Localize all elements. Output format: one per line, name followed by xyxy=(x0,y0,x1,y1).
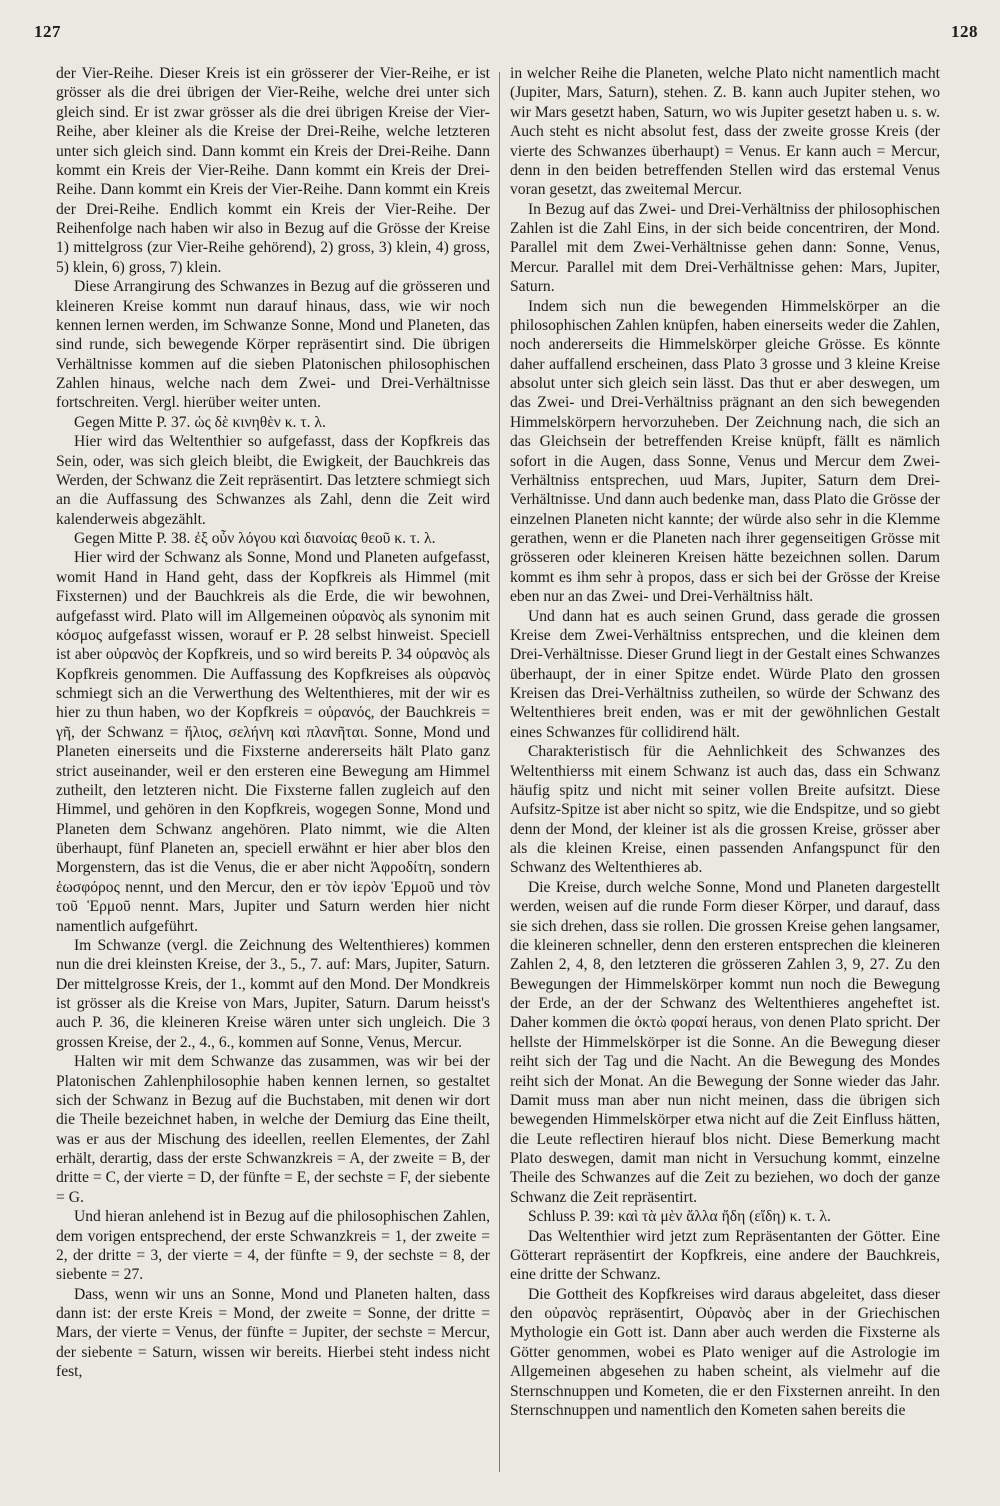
paragraph: Schluss P. 39: καὶ τὰ μὲν ἄλλα ἤδη (εἴδη) κ. τ. λ. xyxy=(527,1208,831,1226)
paragraph: Die Kreise, durch welche Sonne, Mond und Planeten dargestellt werden, weisen auf die runde Form dieser Körper, und darauf, dass sie sich drehen, dass sie rollen. Die grossen Kreise gehen langsamer, die kleineren schneller, denn den ersteren entsprechen die kleineren Zahlen 2, 4, 8, den letzteren die grösseren Zahlen 3, 9, 27. Zu den Bewegungen der Himmelskörper kommt nun noch die Bewegung der Erde, an der der Schwanz des Weltenthieres angeheftet ist. Daher kommen die ὀκτὼ φοραί heraus, von denen Plato spricht. Der hellste der Himmelskörper ist die Sonne. An die Bewegung dieser reiht sich der Tag und die Nacht. An die Bewegung des Mondes reiht sich der Monat. An die Bewegung der Sonne wieder das Jahr. Damit muss man aber nun nicht meinen, dass die übrigen sich bewegenden Himmelskörper etwa nicht auf die Zeit Einfluss hätten, die Leute reflectiren hierauf blos nicht. Diese Bemerkung macht Plato deswegen, damit man nicht in Versuchung kommt, einzelne Theile des Schwanzes auf die Zeit zu beziehen, wo doch der ganze Schwanz die Zeit repräsentirt. xyxy=(510,878,940,1206)
paragraph: Im Schwanze (vergl. die Zeichnung des Weltenthieres) kommen nun die drei kleinsten Kreise, der 3., 5., 7. auf: Mars, Jupiter, Saturn. Der mittelgrosse Kreis, der 1., kommt auf den Mond. Der Mondkreis ist grösser als die Kreise von Mars, Jupiter, Saturn. Darum heisst's auch P. 36, die kleineren Kreise wären unter sich ungleich. Die 3 grossen Kreise, der 2., 4., 6., kommen auf Sonne, Venus, Mercur. xyxy=(56,936,490,1051)
paragraph: in welcher Reihe die Planeten, welche Plato nicht namentlich macht (Jupiter, Mars, Saturn), stehen. Z. B. kann auch Jupiter stehen, wo wir Mars gesetzt haben, Saturn, wo wis Jupiter gesetzt haben u. s. w. Auch steht es nicht absolut fest, dass der zweite grosse Kreis (der vierte des Schwanzes überhaupt) = Venus. Er kann auch = Mercur, denn in den beiden betreffenden Stellen wird das erstemal Venus voran gesetzt, das zweitemal Mercur. xyxy=(510,65,940,199)
paragraph: Hier wird das Weltenthier so aufgefasst, dass der Kopfkreis das Sein, oder, was sich gleich bleibt, die Ewigkeit, der Bauchkreis das Werden, der Schwanz die Zeit repräsentirt. Das letztere schmiegt sich an die Auffassung des Schwanzes als Zahl, denn die Zeit wird kalenderweis abgezählt. xyxy=(56,433,490,528)
paragraph: Halten wir mit dem Schwanze das zusammen, was wir bei der Platonischen Zahlenphilosophie haben kennen lernen, so gestaltet sich der Schwanz in Bezug auf die Buchstaben, mit denen wir dort die Theile bezeichnet haben, in welche der Demiurg das Eine theilt, was er aus der Mischung des ideellen, reellen Elementes, der Zahl erhält, derartig, dass der erste Schwanzkreis = A, der zweite = B, der dritte = C, der vierte = D, der fünfte = E, der sechste = F, der siebente = G. xyxy=(56,1053,490,1206)
column-divider xyxy=(499,72,500,1472)
paragraph: Indem sich nun die bewegenden Himmelskörper an die philosophischen Zahlen knüpfen, haben einerseits weder die Zahlen, noch andererseits die Himmelskörper gleiche Grösse. Es könnte daher auffallend erscheinen, dass Plato 3 grosse und 3 kleine Kreise absolut unter sich gleich sein lässt. Das thut er aber deswegen, um das Zwei- und Drei-Verhältniss prägnant an den sich bewegenden Himmelskörpern hervorzuheben. Der Zeichnung nach, die sich an das Gleichsein der betreffenden Kreise knüpft, fällt es nämlich sofort in die Augen, dass Sonne, Venus und Mercur dem Zwei-Verhältniss entsprechen, uud Mars, Jupiter, Saturn dem Drei-Verhältnisse. Und dann auch bedenke man, dass Plato die Grösse der einzelnen Planeten nicht kannte; der würde also sehr in die Klemme gerathen, wenn er die Planeten nach ihrer gegenseitigen Grösse mit grösseren oder kleineren Kreisen hätte bezeichnen sollen. Darum kommt es ihm sehr à propos, dass er sich bei der Grösse der Kreise eben nur an das Zwei- und Drei-Verhältniss hält. xyxy=(510,297,940,606)
paragraph: In Bezug auf das Zwei- und Drei-Verhältniss der philosophischen Zahlen ist die Zahl Eins, in der sich beide concentriren, der Mond. Parallel mit dem Zwei-Verhältnisse gehen dann: Sonne, Venus, Mercur. Parallel mit dem Drei-Verhältnisse gehen: Mars, Jupiter, Saturn. xyxy=(510,200,940,296)
page-number-left: 127 xyxy=(34,22,61,41)
paragraph: Das Weltenthier wird jetzt zum Repräsentanten der Götter. Eine Götterart repräsentirt der Kopfkreis, eine andere der Bauchkreis, eine dritte der Schwanz. xyxy=(510,1227,940,1284)
paragraph: Gegen Mitte P. 37. ὡς δὲ κινηθὲν κ. τ. λ. xyxy=(73,413,326,431)
paragraph: Gegen Mitte P. 38. ἐξ οὖν λόγου καὶ διανοίας θεοῦ κ. τ. λ. xyxy=(73,530,436,547)
paragraph: Und dann hat es auch seinen Grund, dass gerade die grossen Kreise dem Zwei-Verhältniss entsprechen, und die kleinen dem Drei-Verhältnisse. Dieser Grund liegt in der Gestalt eines Schwanzes überhaupt, der in einer Spitze endet. Würde Plato den grossen Kreisen das Drei-Verhältniss zutheilen, so würde der Schwanz des Weltenthieres breit enden, was er mit der gewöhnlichen Gestalt eines Schwanzes für collidirend hält. xyxy=(510,607,940,741)
paragraph: Die Gottheit des Kopfkreises wird daraus abgeleitet, dass dieser den οὐρανὸς repräsentirt, Οὐρανὸς aber in der Griechischen Mythologie ein Gott ist. Dann aber auch werden die Fixsterne als Götter genommen, wobei es Plato weniger auf die Astrologie im Allgemeinen abgesehen zu haben scheint, als vielmehr auf die Sternschnuppen und Kometen, die er den Fixsternen anreiht. In den Sternschnuppen und namentlich den Kometen sahen bereits die xyxy=(510,1285,940,1419)
paragraph: Und hieran anlehend ist in Bezug auf die philosophischen Zahlen, dem vorigen entsprechend, der erste Schwanzkreis = 1, der zweite = 2, der dritte = 3, der vierte = 4, der fünfte = 9, der sechste = 8, der siebente = 27. xyxy=(56,1208,490,1284)
page-number-right: 128 xyxy=(951,22,978,41)
paragraph: Diese Arrangirung des Schwanzes in Bezug auf die grösseren und kleineren Kreise kommt nun darauf hinaus, dass, wie wir noch kennen lernen werden, im Schwanze Sonne, Mond und Planeten, das sind runde, sich bewegende Körper repräsentirt sind. Die übrigen Verhältnisse kommen auf die sieben Platonischen philosophischen Zahlen hinaus, welche nach dem Zwei- und Drei-Verhältnisse fortschreiten. Vergl. hierüber weiter unten. xyxy=(56,278,490,412)
paragraph: der Vier-Reihe. Dieser Kreis ist ein grösserer der Vier-Reihe, er ist grösser als die drei übrigen der Vier-Reihe, welche drei unter sich gleich sind. Er ist zwar grösser als die drei übrigen Kreise der Vier-Reihe, aber kleiner als die Kreise der Drei-Reihe, welche letzteren unter sich gleich sind. Dann kommt ein Kreis der Drei-Reihe. Dann kommt ein Kreis der Vier-Reihe. Dann kommt ein Kreis der Drei-Reihe. Dann kommt ein Kreis der Vier-Reihe. Dann kommt ein Kreis der Drei-Reihe. Endlich kommt ein Kreis der Vier-Reihe. Der Reihenfolge nach haben wir also in Bezug auf die Grösse der Kreise 1) mittelgross (zur Vier-Reihe gehörend), 2) gross, 3) klein, 4) gross, 5) klein, 6) gross, 7) klein. xyxy=(56,65,490,276)
paragraph: Hier wird der Schwanz als Sonne, Mond und Planeten aufgefasst, womit Hand in Hand geht, dass der Kopfkreis als Himmel (mit Fixsternen) und der Bauchkreis als die Erde, die wir bewohnen, aufgefasst wird. Plato will im Allgemeinen οὐρανὸς als synonim mit κόσμος aufgefasst wissen, worauf er P. 28 selbst hinweist. Speciell ist aber οὐρανὸς der Kopfkreis, und so wird bereits P. 34 οὐρανὸς als Kopfkreis genommen. Die Auffassung des Kopfkreises als οὐρανὸς schmiegt sich an die Verwerthung des Weltenthieres, mit der wir es hier zu thun haben, wo der Kopfkreis = οὐρανός, der Bauchkreis = γῆ, der Schwanz = ἥλιος, σελήνη καὶ πλανῆται. Sonne, Mond und Planeten einerseits und die Fixsterne andererseits hält Plato ganz strict auseinander, weil er den ersteren eine Bewegung am Himmel zutheilt, den letzteren nicht. Die Fixsterne fallen zugleich auf den Himmel, und gehören in den Kopfkreis, wogegen Sonne, Mond und Planeten dem Schwanz angehören. Plato nimmt, wie die Alten überhaupt, fünf Planeten an, speciell erwähnt er hier aber blos den Morgenstern, das ist die Venus, die er aber nicht Ἀφροδίτη, sondern ἑωσφόρος nennt, und den Mercur, den er τὸν ἱερὸν Ἑρμοῦ und τὸν τοῦ Ἑρμοῦ nennt. Mars, Jupiter und Saturn werden hier nicht namentlich aufgeführt. xyxy=(56,549,490,935)
left-column xyxy=(56,64,490,1382)
paragraph: Charakteristisch für die Aehnlichkeit des Schwanzes des Weltenthierss mit einem Schwanz ist auch das, dass ein Schwanz häufig spitz und nicht mit seiner vollen Breite aufsitzt. Diese Aufsitz-Spitze ist aber nicht so spitz, wie die Endspitze, und so giebt denn der Mond, der kleiner ist als die grossen Kreise, grösser aber als die kleinen Kreise, einen passenden Anfangspunct für den Schwanz des Weltenthieres ab. xyxy=(510,743,940,877)
right-column xyxy=(510,64,940,1420)
paragraph: Dass, wenn wir uns an Sonne, Mond und Planeten halten, dass dann ist: der erste Kreis = Mond, der zweite = Sonne, der dritte = Mars, der vierte = Venus, der fünfte = Jupiter, der sechste = Mercur, der siebente = Saturn, wissen wir bereits. Hierbei steht indess nicht fest, xyxy=(56,1285,490,1381)
